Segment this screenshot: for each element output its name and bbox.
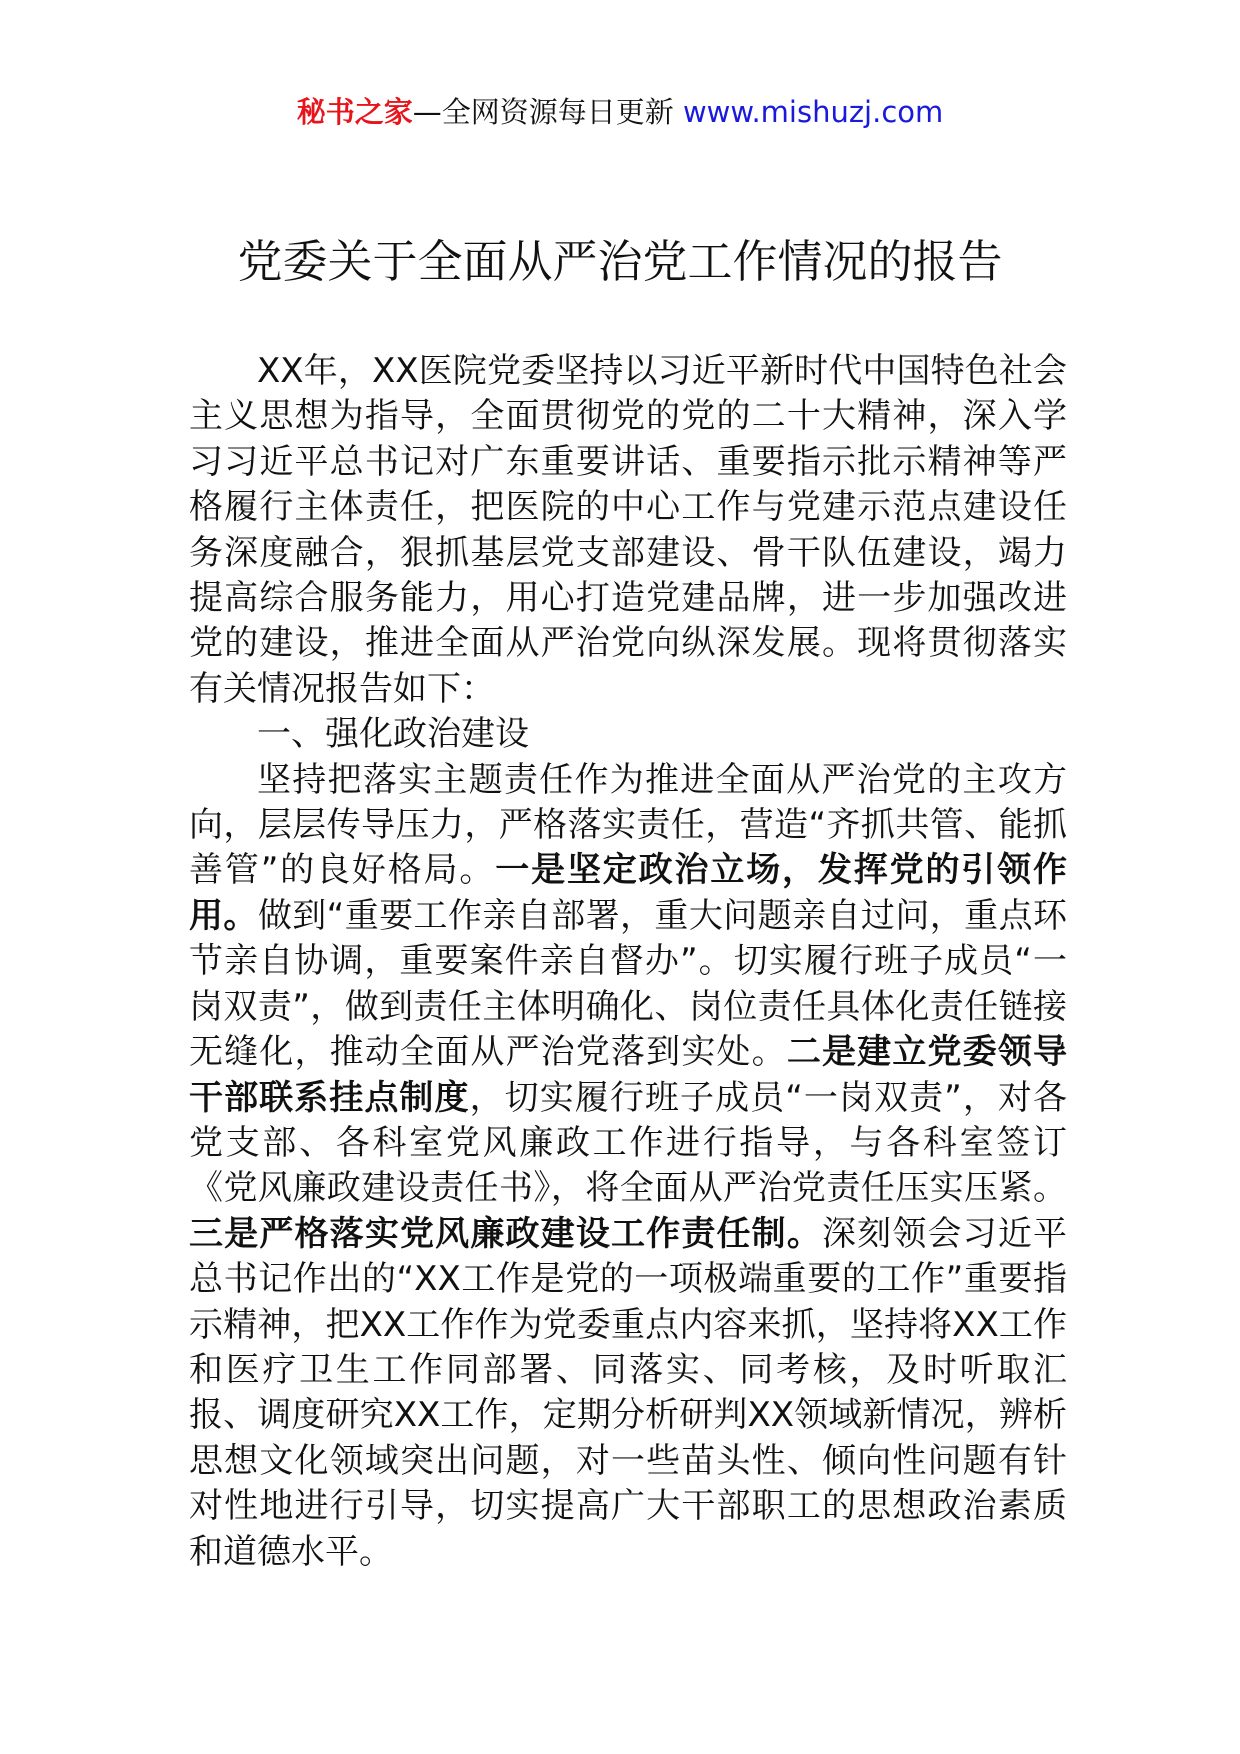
bold-point-3: 三是严格落实党风廉政建设工作责任制。: [189, 1213, 822, 1254]
paragraph-text: 做到“重要工作亲自部署，重大问题亲自过问，重点环节亲自协调，重要案件亲自督办”。切实履行班子成员“一岗双责”，做到责任主体明确化、岗位责任具体化责任链接无缝化，推动全面从严治党落到实处。: [189, 895, 1068, 1073]
bold-point-2: 二是建立党委领导干部联系挂点制度: [189, 1032, 1068, 1118]
section-heading: 一、强化政治建设: [257, 714, 529, 755]
document-title: 党委关于全面从严治党工作情况的报告: [237, 235, 1003, 288]
site-url[interactable]: www.mishuzj.com: [682, 95, 944, 129]
brand-name: 秘书之家: [296, 95, 413, 129]
header-tagline: —全网资源每日更新: [412, 95, 674, 129]
site-header: [0, 92, 1240, 132]
bold-point-1: 一是坚定政治立场，发挥党的引领作用。: [189, 850, 1067, 936]
document-body: [189, 349, 1067, 1575]
section-paragraph: [189, 758, 1067, 1575]
paragraph-text: 坚持把落实主题责任作为推进全面从严治党的主攻方向，层层传导压力，严格落实责任，营造“齐抓共管、能抓善管”的良好格局。: [189, 759, 1067, 891]
paragraph-text: 深刻领会习近平总书记作出的“XX工作是党的一项极端重要的工作”重要指示精神，把XX工作作为党委重点内容来抓，坚持将XX工作和医疗卫生工作同部署、同落实、同考核，及时听取汇报、调度研究XX工作，定期分析研判XX领域新情况，辨析思想文化领域突出问题，对一些苗头性、倾向性问题有针对性地进行引导，切实提高广大干部职工的思想政治素质和道德水平。: [189, 1213, 1067, 1572]
paragraph-text: ，切实履行班子成员“一岗双责”，对各党支部、各科室党风廉政工作进行指导，与各科室签订《党风廉政建设责任书》，将全面从严治党责任压实压紧。: [189, 1077, 1068, 1209]
intro-paragraph: XX年，XX医院党委坚持以习近平新时代中国特色社会主义思想为指导，全面贯彻党的党的二十大精神，深入学习习近平总书记对广东重要讲话、重要指示批示精神等严格履行主体责任，把医院的中心工作与党建示范点建设任务深度融合，狠抓基层党支部建设、骨干队伍建设，竭力提高综合服务能力，用心打造党建品牌，进一步加强改进党的建设，推进全面从严治党向纵深发展。现将贯彻落实有关情况报告如下：: [189, 351, 1067, 709]
